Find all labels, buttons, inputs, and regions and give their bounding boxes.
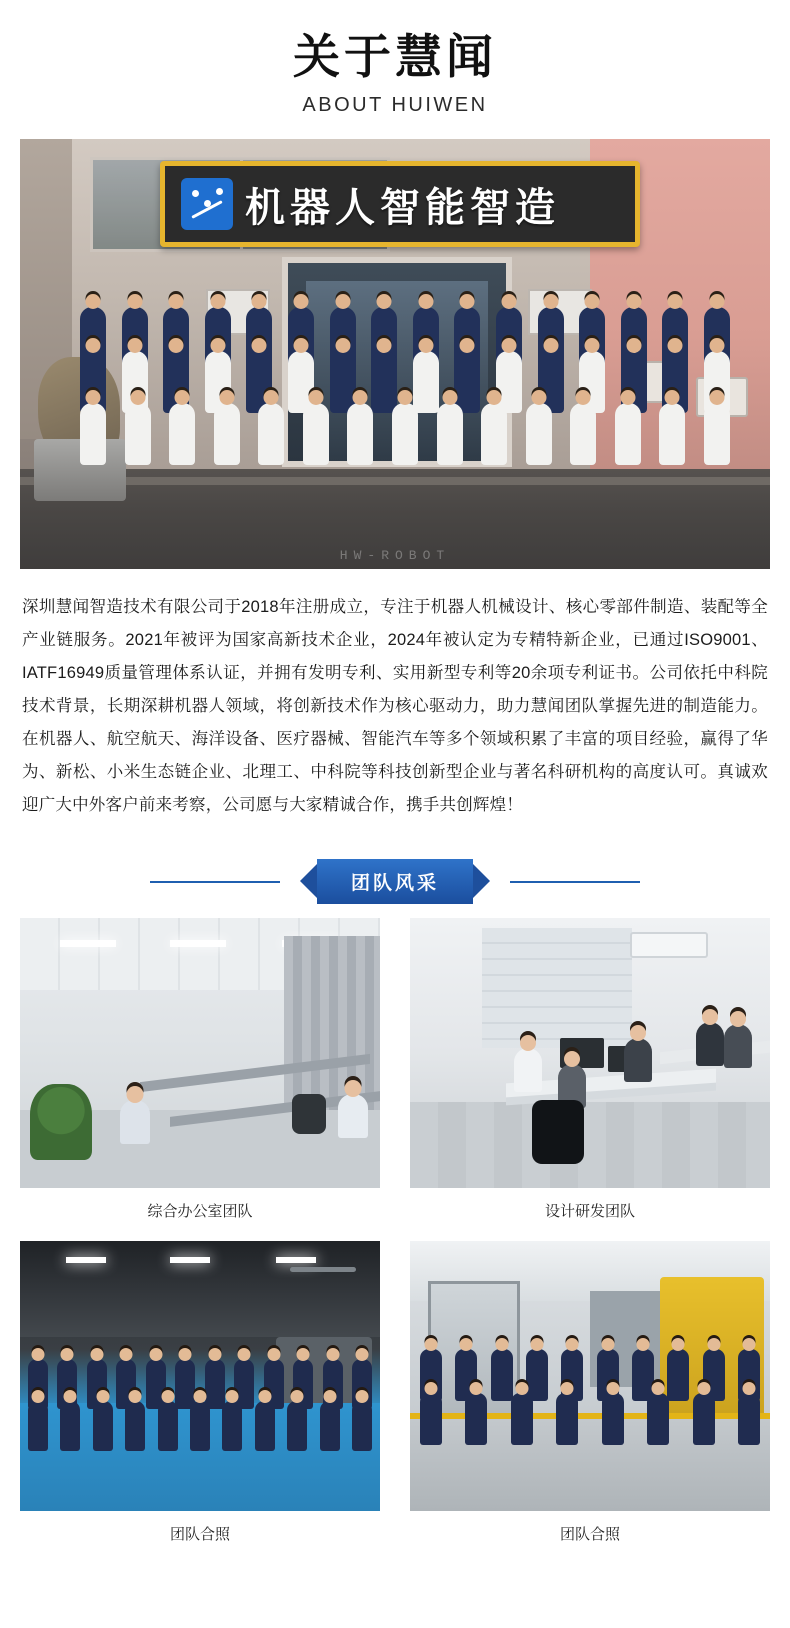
- team-gallery: [0, 906, 790, 1560]
- company-signboard: [160, 161, 640, 247]
- team-group-photo-workshop: [20, 1241, 380, 1511]
- team-row-front: [28, 1401, 372, 1451]
- team-group-photo-factory: [410, 1241, 770, 1511]
- gallery-caption: 综合办公室团队: [147, 1203, 253, 1221]
- ribbon-tail-left: [300, 864, 317, 898]
- ceiling-light: [60, 940, 116, 947]
- company-building-photo: [20, 139, 770, 569]
- wall-panel: [482, 928, 632, 1048]
- page-subtitle: ABOUT HUIWEN: [302, 94, 488, 117]
- gallery-caption: 团队合照: [559, 1526, 620, 1544]
- ribbon-line-left: [150, 881, 280, 883]
- ceiling-light: [276, 1257, 316, 1263]
- air-conditioner-icon: [630, 932, 708, 958]
- ribbon-tail-right: [473, 864, 490, 898]
- ceiling-fan-icon: [290, 1267, 356, 1272]
- gallery-caption: 设计研发团队: [544, 1203, 635, 1221]
- staff-member: [624, 1038, 652, 1082]
- potted-plant: [30, 1084, 92, 1160]
- general-office-team-photo: [20, 918, 380, 1188]
- gallery-item: [20, 1241, 380, 1560]
- office-floor: [410, 1102, 770, 1188]
- section-title: 团队风采: [317, 859, 473, 904]
- ceiling-light: [170, 1257, 210, 1263]
- ceiling-light: [170, 940, 226, 947]
- staff-group-photo: [80, 307, 730, 507]
- office-chair: [532, 1100, 584, 1164]
- team-row-front: [420, 1393, 760, 1445]
- staff-member: [338, 1094, 368, 1138]
- ribbon-line-right: [510, 881, 640, 883]
- staff-member: [696, 1022, 724, 1066]
- gallery-caption: 团队合照: [169, 1526, 230, 1544]
- ceiling-light: [66, 1257, 106, 1263]
- robot-network-logo: [181, 178, 233, 230]
- design-rd-team-photo: [410, 918, 770, 1188]
- gallery-item: [20, 918, 380, 1237]
- page-title: 关于慧闻: [293, 30, 497, 83]
- image-watermark: HW-ROBOT: [339, 548, 451, 564]
- section-ribbon: [0, 856, 790, 906]
- page-header: [0, 0, 790, 131]
- office-chair: [292, 1094, 326, 1134]
- hero-image-wrap: [0, 131, 790, 569]
- company-intro-paragraph: 深圳慧闻智造技术有限公司于2018年注册成立，专注于机器人机械设计、核心零部件制造、装配等全产业链服务。2021年被评为国家高新技术企业，2024年被认定为专精特新企业，已通过ISO9001、IATF16949质量管理体系认证，并拥有发明专利、实用新型专利等20余项专利证书。公司依托中科院技术背景，长期深耕机器人领域，将创新技术作为核心驱动力，助力慧闻团队掌握先进的制造能力。在机器人、航空航天、海洋设备、医疗器械、智能汽车等多个领域积累了丰富的项目经验，赢得了华为、新松、小米生态链企业、北理工、中科院等科技创新型企业与著名科研机构的高度认可。真诚欢迎广大中外客户前来考察，公司愿与大家精诚合作，携手共创辉煌！: [22, 598, 768, 815]
- gallery-item: [410, 1241, 770, 1560]
- staff-member: [724, 1024, 752, 1068]
- gallery-item: [410, 918, 770, 1237]
- signboard-text: 机器人智能智造: [245, 185, 560, 230]
- staff-member: [514, 1048, 542, 1092]
- staff-member: [120, 1100, 150, 1144]
- workshop-ceiling: [20, 1241, 380, 1337]
- crowd-row-front: [80, 403, 730, 465]
